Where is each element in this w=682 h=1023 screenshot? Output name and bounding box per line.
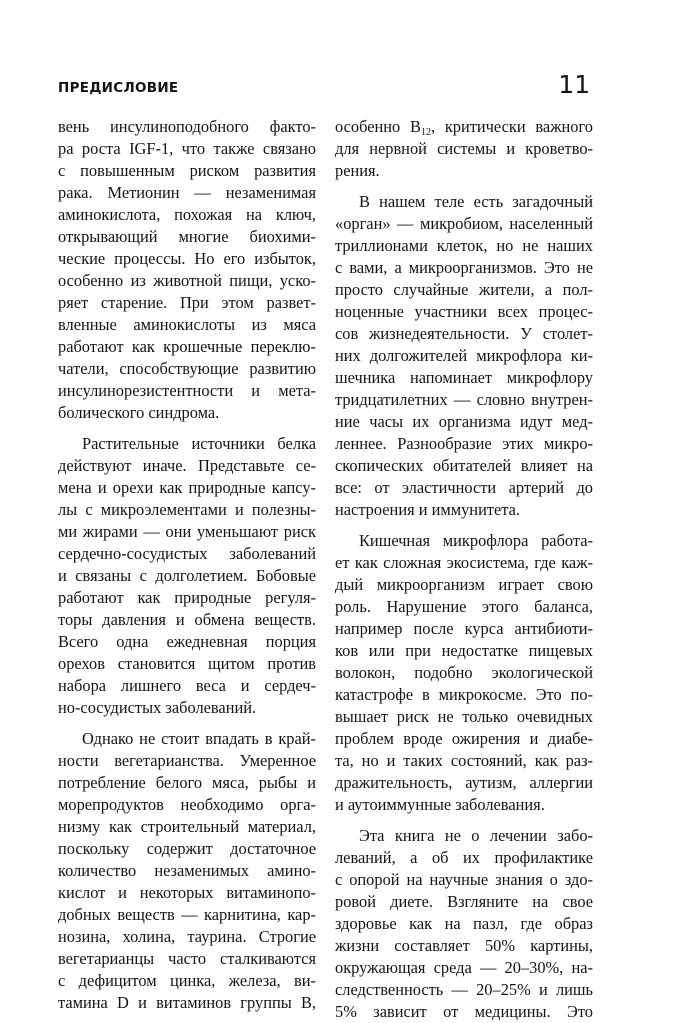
paragraph-line: низму как строительный материал,	[58, 817, 316, 836]
paragraph-line: Эта книга не о лечении забо-	[359, 826, 593, 845]
paragraph-gap	[335, 182, 593, 191]
page-header	[58, 70, 590, 110]
paragraph-line: морепродуктов необходимо орга-	[58, 795, 316, 814]
paragraph-line: с вами, а микроорганизмов. Это не	[335, 258, 593, 277]
paragraph-line: чатели, способствующие развитию	[58, 359, 316, 378]
paragraph-line: Растительные источники белка	[82, 434, 316, 453]
paragraph-line: для нервной системы и кроветво-	[335, 139, 593, 158]
subscript-text: 12	[420, 127, 431, 138]
paragraph-line: болического синдрома.	[58, 403, 220, 422]
paragraph-line: сердечно-сосудистых заболеваний	[58, 544, 316, 563]
paragraph-line: 5% зависит от медицины. Это	[335, 1002, 593, 1021]
paragraph-line: леннее. Разнообразие этих микро-	[335, 434, 593, 453]
paragraph-line: ряет старение. При этом развет-	[58, 293, 316, 312]
paragraph-line: просто случайные жители, а пол-	[335, 280, 593, 299]
paragraph-line: следственность — 20–25% и лишь	[335, 980, 593, 999]
paragraph-line: действуют иначе. Представьте се-	[58, 456, 316, 475]
paragraph-line: аминокислота, похожая на ключ,	[58, 205, 316, 224]
paragraph-line: с дефицитом цинка, железа, ви-	[58, 971, 316, 990]
paragraph-line: открывающий многие биохими-	[58, 227, 316, 246]
left-text-column	[58, 116, 316, 1014]
paragraph-line: поскольку содержит достаточное	[58, 839, 316, 858]
paragraph-line: тамина D и витаминов группы B,	[58, 993, 316, 1012]
text-fragment: , критически важного	[430, 117, 593, 136]
paragraph-line: та, но и таких состояний, как раз-	[335, 751, 593, 770]
page-number: 11	[558, 70, 590, 99]
paragraph-line: рака. Метионин — незаменимая	[58, 183, 316, 202]
paragraph-line: мена и орехи как природные капсу-	[58, 478, 316, 497]
paragraph-line: сов жизнедеятельности. У столет-	[335, 324, 593, 343]
paragraph-line: вышает риск не только очевидных	[335, 707, 593, 726]
paragraph-line: количество незаменимых амино-	[58, 861, 316, 880]
paragraph-line: ровой диете. Взгляните на свое	[335, 892, 593, 911]
paragraph-line: торы давления и обмена веществ.	[58, 610, 316, 629]
paragraph-line: работают как крошечные переклю-	[58, 337, 316, 356]
paragraph-line: ми жирами — они уменьшают риск	[58, 522, 316, 541]
paragraph-line: дражительность, аутизм, аллергии	[335, 773, 593, 792]
paragraph-line: них долгожителей микрофлора ки-	[335, 346, 593, 365]
paragraph-line: вегетарианцы часто сталкиваются	[58, 949, 316, 968]
paragraph-line: роль. Нарушение этого баланса,	[335, 597, 593, 616]
paragraph-line: добных веществ — карнитина, кар-	[58, 905, 316, 924]
paragraph-gap	[58, 424, 316, 433]
paragraph-line	[335, 116, 593, 138]
paragraph-line: «орган» — микробиом, населенный	[335, 214, 593, 233]
paragraph-line: работают как природные регуля-	[58, 588, 316, 607]
paragraph-line: Однако не стоит впадать в край-	[82, 729, 316, 748]
paragraph-line: волокон, подобно экологической	[335, 663, 593, 682]
paragraph-line: скопических обитателей влияет на	[335, 456, 593, 475]
paragraph-line: жизни составляет 50% картины,	[335, 936, 593, 955]
paragraph-line: настроения и иммунитета.	[335, 500, 521, 519]
paragraph-line: тридцатилетних — словно внутрен-	[335, 390, 593, 409]
paragraph-line: ра роста IGF-1, что также связано	[58, 139, 316, 158]
paragraph-line: ческие процессы. Но его избыток,	[58, 249, 316, 268]
paragraph-line: рения.	[335, 161, 380, 180]
paragraph-line: и аутоиммунные заболевания.	[335, 795, 545, 814]
paragraph-line: например после курса антибиоти-	[335, 619, 593, 638]
paragraph-line: потребление белого мяса, рыбы и	[58, 773, 316, 792]
paragraph-line: все: от эластичности артерий до	[335, 478, 593, 497]
paragraph-line: дый микроорганизм играет свою	[335, 575, 593, 594]
paragraph-gap	[335, 521, 593, 530]
right-text-column	[335, 116, 593, 1023]
paragraph-line: лы с микроэлементами и полезны-	[58, 500, 316, 519]
paragraph-line: набора лишнего веса и сердеч-	[58, 676, 316, 695]
paragraph-line: Кишечная микрофлора работа-	[359, 531, 593, 550]
paragraph-gap	[335, 816, 593, 825]
paragraph-line: окружающая среда — 20–30%, на-	[335, 958, 593, 977]
paragraph-line: орехов становится щитом против	[58, 654, 316, 673]
paragraph-line: ет как сложная экосистема, где каж-	[335, 553, 593, 572]
paragraph-line: В нашем теле есть загадочный	[359, 192, 593, 211]
paragraph-line: леваний, а об их профилактике	[335, 848, 593, 867]
paragraph-line: Всего одна ежедневная порция	[58, 632, 316, 651]
paragraph-line: катастрофе в микрокосме. Это по-	[335, 685, 593, 704]
paragraph-line: и связаны с долголетием. Бобовые	[58, 566, 316, 585]
paragraph-line: инсулинорезистентности и мета-	[58, 381, 316, 400]
paragraph-line: ноценные участники всех процес-	[335, 302, 593, 321]
paragraph-line: с опорой на научные знания о здо-	[335, 870, 593, 889]
paragraph-line: триллионами клеток, но не наших	[335, 236, 593, 255]
paragraph-gap	[58, 719, 316, 728]
paragraph-line: вленные аминокислоты из мяса	[58, 315, 316, 334]
paragraph-line: вень инсулиноподобного факто-	[58, 117, 316, 136]
paragraph-line: шечника напоминает микрофлору	[335, 368, 593, 387]
paragraph-line: кислот и некоторых витаминопо-	[58, 883, 316, 902]
paragraph-line: ности вегетарианства. Умеренное	[58, 751, 316, 770]
text-fragment: особенно B	[335, 117, 421, 136]
paragraph-line: с повышенным риском развития	[58, 161, 316, 180]
paragraph-line: нозина, холина, таурина. Строгие	[58, 927, 316, 946]
paragraph-line: но-сосудистых заболеваний.	[58, 698, 257, 717]
paragraph-line: ние часы их организма идут мед-	[335, 412, 593, 431]
paragraph-line: особенно из животной пищи, уско-	[58, 271, 316, 290]
paragraph-line: ков или при недостатке пищевых	[335, 641, 593, 660]
paragraph-line: здоровье как на пазл, где образ	[335, 914, 593, 933]
paragraph-line: проблем вроде ожирения и диабе-	[335, 729, 593, 748]
section-title: ПРЕДИСЛОВИЕ	[58, 80, 179, 96]
